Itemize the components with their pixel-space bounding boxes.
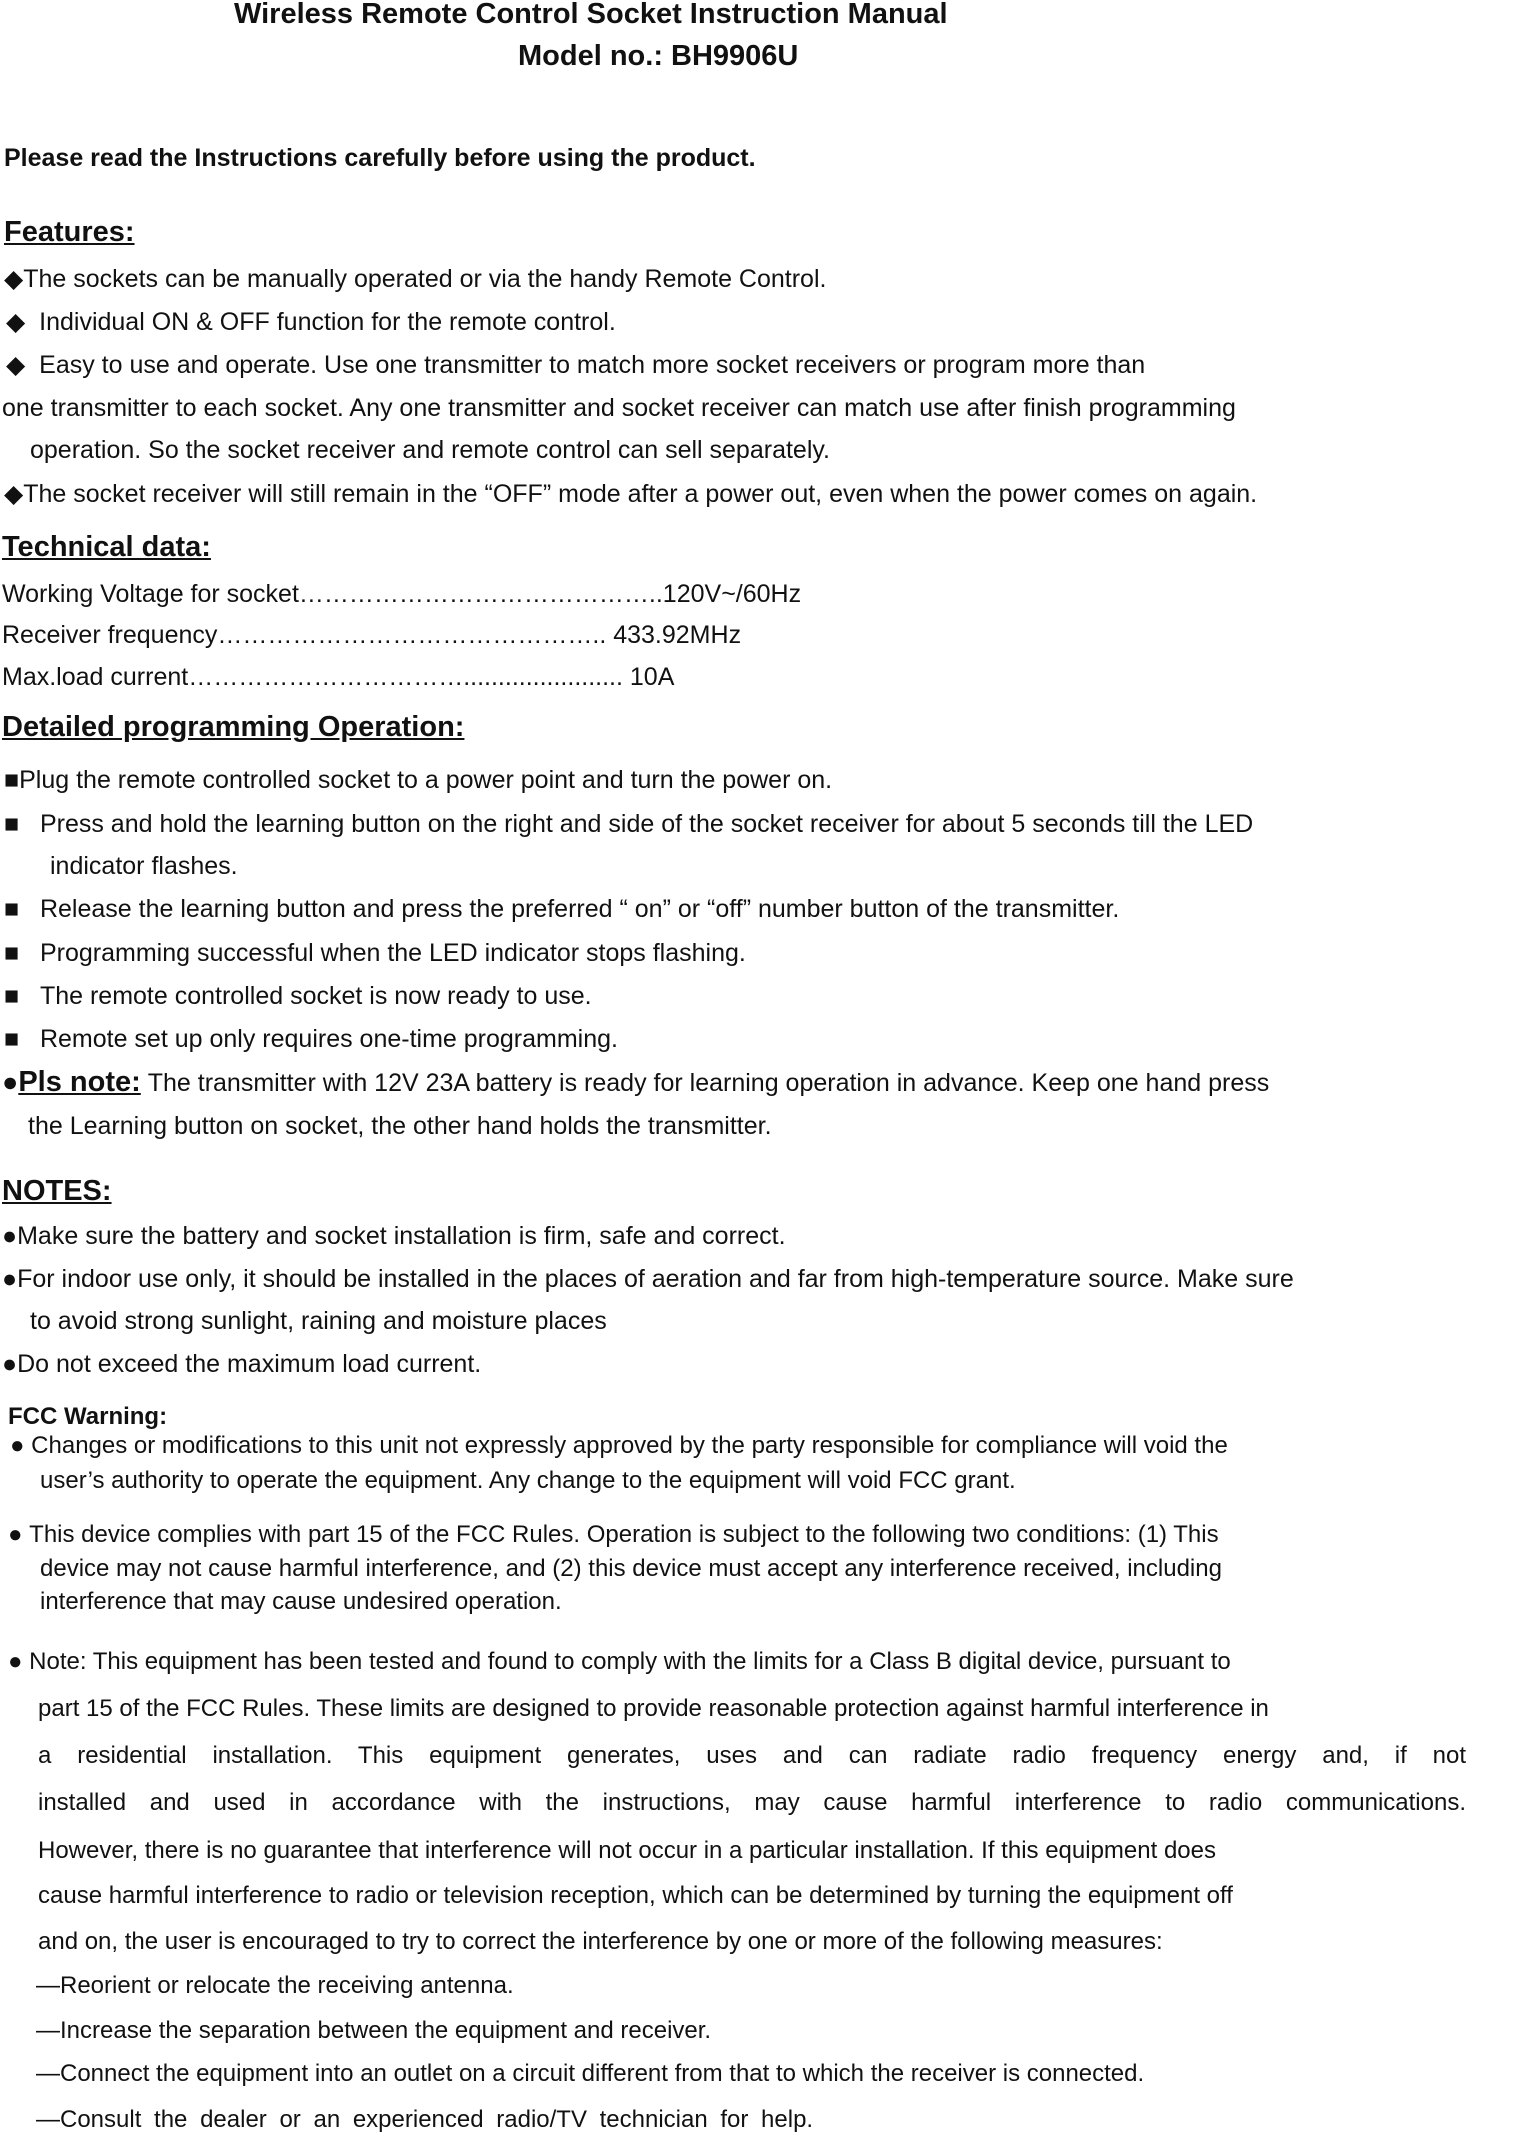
- programming-step: [4, 895, 1119, 924]
- fcc-item-text-continued: part 15 of the FCC Rules. These limits are designed to provide reasonable protection against harmful interference in: [38, 1695, 1269, 1722]
- programming-note: [2, 1066, 1269, 1099]
- note-label: Pls note:: [18, 1066, 141, 1098]
- step-text: Programming successful when the LED indicator stops flashing.: [39, 939, 746, 967]
- intro-text: Please read the Instructions carefully before using the product.: [4, 144, 756, 172]
- circle-bullet-icon: ●: [2, 1067, 19, 1097]
- square-bullet-icon: ■: [4, 939, 20, 967]
- fcc-item: [8, 1521, 1219, 1549]
- fcc-heading: FCC Warning:: [8, 1403, 168, 1430]
- fcc-measure: —Connect the equipment into an outlet on a circuit different from that to which the receiver is connected.: [36, 2060, 1145, 2087]
- square-bullet-icon: ■: [4, 982, 20, 1010]
- programming-step: [4, 810, 1253, 839]
- circle-bullet-icon: ●: [10, 1432, 25, 1459]
- square-bullet-icon: ■: [4, 766, 20, 794]
- notes-heading: NOTES:: [2, 1175, 112, 1207]
- circle-bullet-icon: ●: [2, 1265, 18, 1293]
- technical-heading: Technical data:: [2, 531, 211, 563]
- diamond-bullet-icon: ◆: [6, 308, 26, 336]
- step-text: Release the learning button and press the preferred “ on” or “off” number button of the transmitter.: [39, 895, 1120, 923]
- fcc-item-text-continued: interference that may cause undesired operation.: [40, 1588, 562, 1615]
- document-title: Wireless Remote Control Socket Instruction Manual: [234, 0, 948, 30]
- fcc-item-text: Changes or modifications to this unit not expressly approved by the party responsible for compliance will void the: [31, 1432, 1228, 1459]
- fcc-item-text-continued: cause harmful interference to radio or television reception, which can be determined by turning the equipment off: [38, 1882, 1233, 1909]
- note-item-text: Make sure the battery and socket installation is firm, safe and correct.: [17, 1222, 786, 1250]
- fcc-measure: —Increase the separation between the equipment and receiver.: [36, 2017, 712, 2044]
- feature-text-continued: operation. So the socket receiver and remote control can sell separately.: [30, 436, 830, 464]
- circle-bullet-icon: ●: [2, 1222, 18, 1250]
- circle-bullet-icon: ●: [8, 1521, 23, 1548]
- fcc-measure: —Consult the dealer or an experienced radio/TV technician for help.: [36, 2106, 814, 2133]
- programming-step: [4, 1025, 618, 1054]
- feature-item: [6, 350, 1145, 380]
- feature-text: Easy to use and operate. Use one transmitter to match more socket receivers or program more than: [39, 351, 1146, 379]
- fcc-item: [10, 1432, 1228, 1460]
- programming-step: [4, 982, 592, 1011]
- circle-bullet-icon: ●: [8, 1648, 23, 1675]
- diamond-bullet-icon: ◆: [4, 480, 24, 508]
- feature-item: [4, 479, 1257, 509]
- fcc-item-text-continued: installed and used in accordance with the instructions, may cause harmful interference to radio communications.: [38, 1789, 1466, 1816]
- feature-item: [6, 307, 616, 337]
- step-text: Press and hold the learning button on the right and side of the socket receiver for about 5 seconds till the LED: [39, 810, 1254, 838]
- note-text: The transmitter with 12V 23A battery is ready for learning operation in advance. Keep one hand press: [147, 1069, 1270, 1097]
- square-bullet-icon: ■: [4, 895, 20, 923]
- note-item: [2, 1222, 786, 1251]
- fcc-item-text-continued: device may not cause harmful interference, and (2) this device must accept any interference received, including: [40, 1555, 1222, 1582]
- fcc-item-text-continued: However, there is no guarantee that interference will not occur in a particular installation. If this equipment does: [38, 1837, 1216, 1864]
- feature-text: The socket receiver will still remain in the “OFF” mode after a power out, even when the power comes on again.: [23, 480, 1258, 508]
- programming-heading: Detailed programming Operation:: [2, 711, 465, 743]
- tech-row-frequency: Receiver frequency……………………………………….. 433.92MHz: [2, 621, 742, 649]
- note-item-text: Do not exceed the maximum load current.: [17, 1350, 482, 1378]
- tech-row-load: Max.load current……………………………....................... 10A: [2, 663, 675, 691]
- step-text: Remote set up only requires one-time programming.: [39, 1025, 618, 1053]
- step-text: Plug the remote controlled socket to a power point and turn the power on.: [19, 766, 833, 794]
- square-bullet-icon: ■: [4, 810, 20, 838]
- note-item-text-continued: to avoid strong sunlight, raining and moisture places: [30, 1307, 607, 1335]
- fcc-item-text-continued: and on, the user is encouraged to try to correct the interference by one or more of the following measures:: [38, 1928, 1163, 1955]
- note-item: [2, 1265, 1294, 1294]
- programming-step: [4, 939, 746, 968]
- circle-bullet-icon: ●: [2, 1350, 18, 1378]
- diamond-bullet-icon: ◆: [6, 351, 26, 379]
- features-heading: Features:: [4, 216, 135, 248]
- note-item-text: For indoor use only, it should be installed in the places of aeration and far from high-temperature source. Make sure: [17, 1265, 1294, 1293]
- square-bullet-icon: ■: [4, 1025, 20, 1053]
- fcc-item-text: Note: This equipment has been tested and found to comply with the limits for a Class B digital device, pursuant to: [29, 1648, 1231, 1675]
- tech-row-voltage: Working Voltage for socket……………………………………..120V~/60Hz: [2, 580, 802, 608]
- step-text: The remote controlled socket is now ready to use.: [39, 982, 592, 1010]
- feature-item: [4, 264, 826, 294]
- fcc-measure: —Reorient or relocate the receiving antenna.: [36, 1972, 514, 1999]
- feature-text: The sockets can be manually operated or via the handy Remote Control.: [23, 265, 827, 293]
- feature-text: Individual ON & OFF function for the remote control.: [39, 308, 616, 336]
- fcc-item: [8, 1648, 1231, 1676]
- feature-text-continued: one transmitter to each socket. Any one transmitter and socket receiver can match use after finish programming: [2, 394, 1236, 422]
- step-text-continued: indicator flashes.: [50, 852, 238, 880]
- model-number: Model no.: BH9906U: [518, 40, 799, 72]
- fcc-item-text-continued: user’s authority to operate the equipment. Any change to the equipment will void FCC grant.: [40, 1467, 1016, 1494]
- fcc-item-text: This device complies with part 15 of the FCC Rules. Operation is subject to the following two conditions: (1) This: [29, 1521, 1219, 1548]
- note-item: [2, 1350, 481, 1379]
- programming-step: [4, 766, 832, 795]
- diamond-bullet-icon: ◆: [4, 265, 24, 293]
- note-text-continued: the Learning button on socket, the other hand holds the transmitter.: [28, 1112, 772, 1140]
- fcc-item-text-continued: a residential installation. This equipment generates, uses and can radiate radio frequency energy and, if not: [38, 1742, 1466, 1769]
